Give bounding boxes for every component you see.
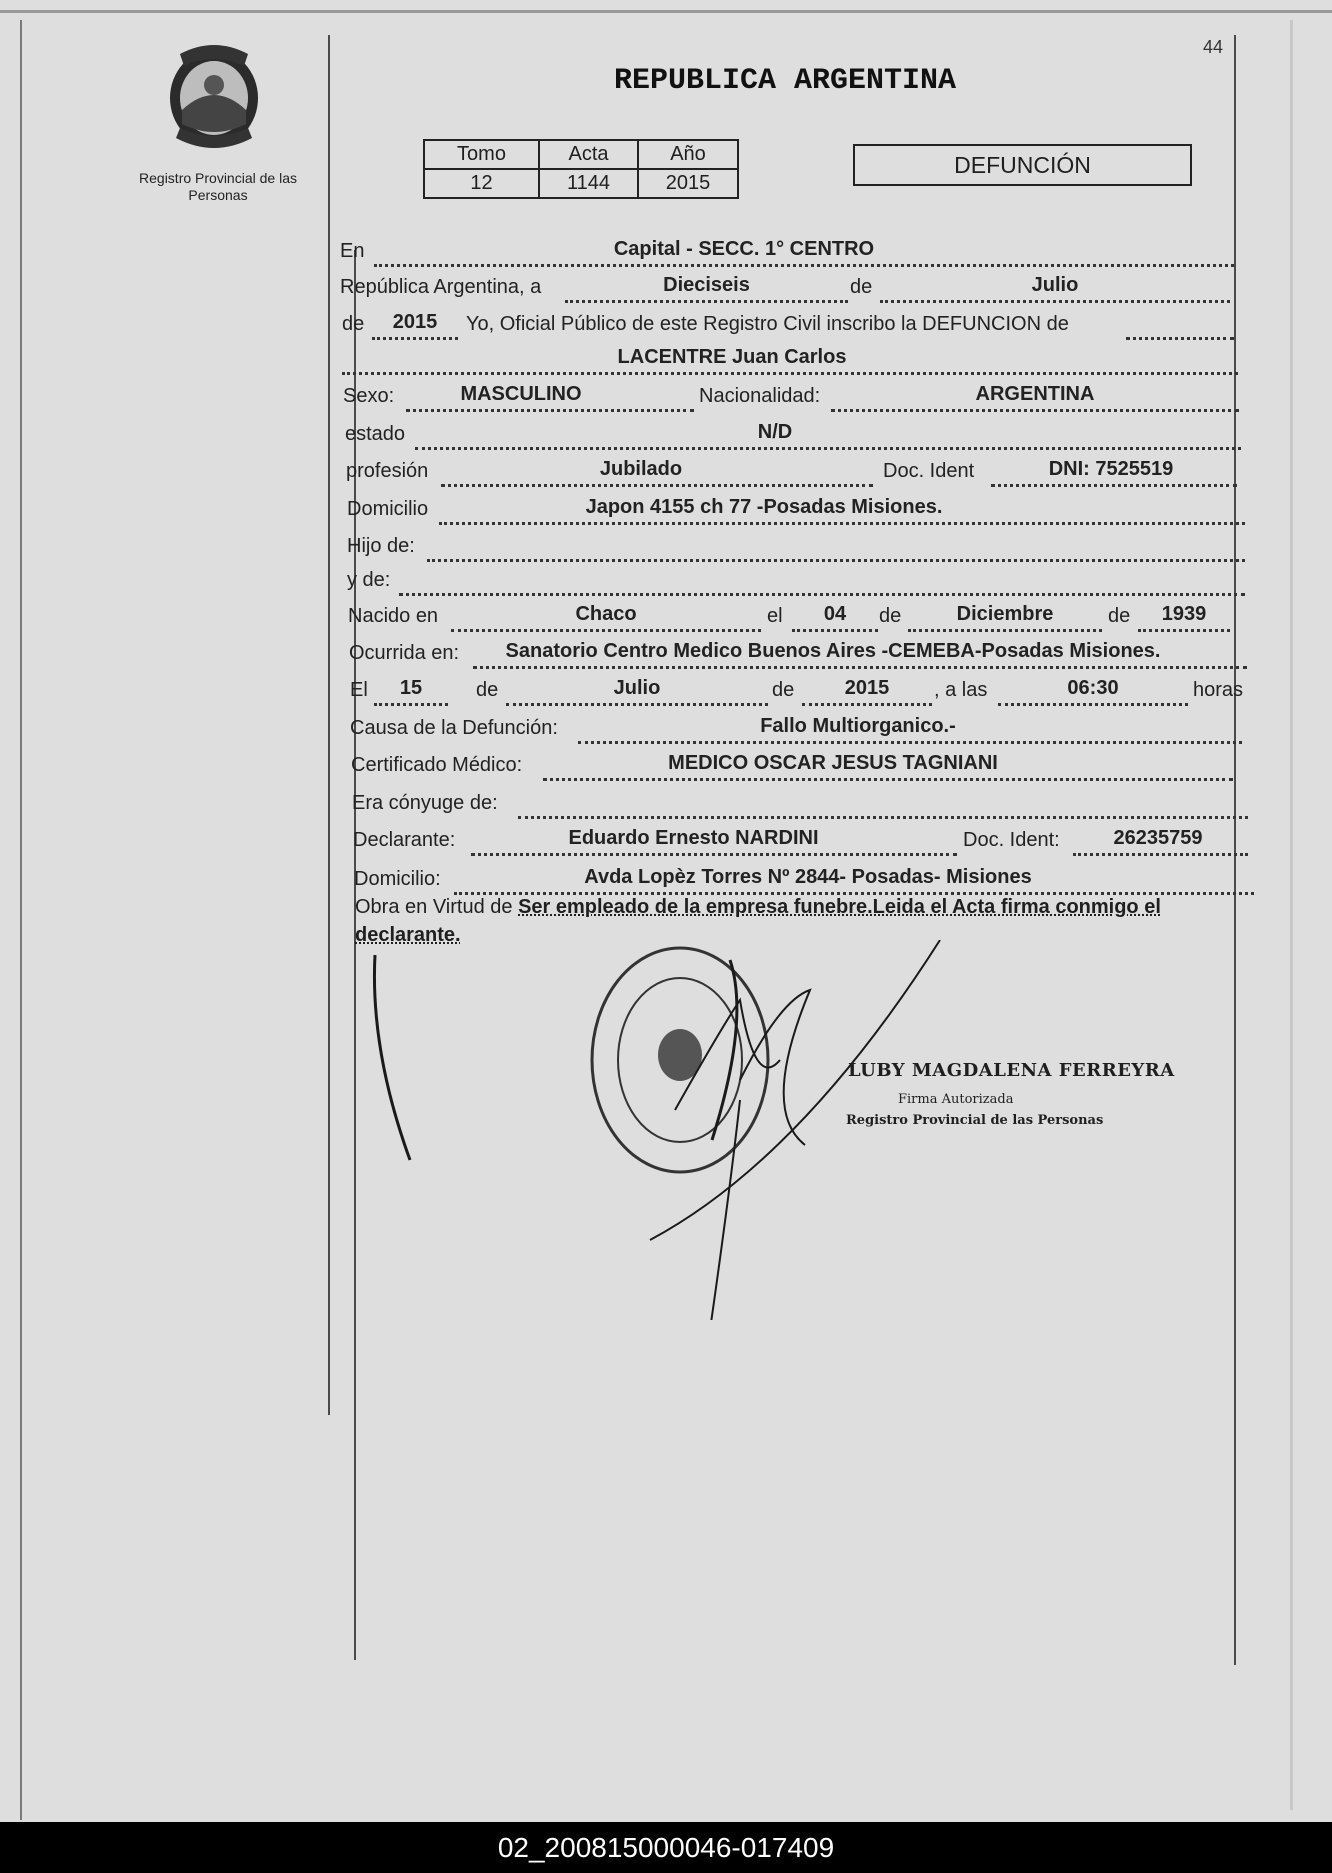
- row-ocurrida: [349, 642, 1249, 672]
- row-causa: [350, 717, 1250, 747]
- declarante-doc-label: Doc. Ident:: [963, 829, 1060, 851]
- logo-caption: Registro Provincial de las Personas: [139, 170, 297, 203]
- tomo-header: Tomo: [424, 140, 539, 169]
- province-coat-of-arms: [160, 40, 268, 160]
- footer-id: 02_200815000046-017409: [497, 1832, 835, 1863]
- causa-value: Fallo Multiorganico.-: [760, 715, 956, 737]
- certificado-value: MEDICO OSCAR JESUS TAGNIANI: [668, 752, 998, 774]
- sexo-label: Sexo:: [343, 385, 395, 407]
- deceased-name: LACENTRE Juan Carlos: [617, 346, 847, 368]
- page-right-edge: [1290, 20, 1293, 1810]
- sexo-value: MASCULINO: [460, 383, 582, 405]
- obra-label: Obra en Virtud de: [355, 896, 513, 918]
- ocurrida-label: Ocurrida en:: [349, 642, 460, 664]
- declarante-value: Eduardo Ernesto NARDINI: [568, 827, 819, 849]
- domicilio2-label: Domicilio:: [354, 868, 441, 890]
- death-time: 06:30: [1067, 677, 1119, 699]
- row-nacido: [348, 605, 1248, 635]
- nacido-day: 04: [823, 603, 847, 625]
- death-day: 15: [399, 677, 423, 699]
- nacido-month: Diciembre: [956, 603, 1054, 625]
- en-label: En: [340, 240, 365, 262]
- row-declarante: [353, 829, 1253, 859]
- nacido-year: 1939: [1161, 603, 1207, 625]
- row-death-date: [350, 679, 1250, 709]
- nacido-value: Chaco: [575, 603, 637, 625]
- en-value: Capital - SECC. 1° CENTRO: [613, 238, 875, 260]
- record-type-box: DEFUNCIÓN: [853, 144, 1192, 186]
- estado-label: estado: [345, 423, 406, 445]
- horas-label: horas: [1193, 679, 1244, 701]
- death-year: 2015: [844, 677, 890, 699]
- month-value: Julio: [1031, 274, 1079, 296]
- page-number: 44: [1203, 37, 1224, 57]
- estado-value: N/D: [757, 421, 793, 443]
- de1-label: de: [879, 605, 902, 627]
- row-domicilio: [347, 498, 1247, 528]
- nacionalidad-value: ARGENTINA: [975, 383, 1095, 405]
- row-conyuge: [352, 792, 1252, 822]
- doc-value: DNI: 7525519: [1048, 458, 1174, 480]
- de3-label: de: [476, 679, 499, 701]
- de4-label: de: [772, 679, 795, 701]
- row-sexo: [343, 385, 1243, 415]
- signer-role: Firma Autorizada: [898, 1092, 1014, 1107]
- tomo-value: 12: [424, 169, 539, 198]
- row-y-de: [347, 569, 1247, 599]
- profesion-value: Jubilado: [599, 458, 683, 480]
- row-republica: [340, 276, 1240, 306]
- y-de-line: [399, 569, 1245, 596]
- declarante-doc-value: 26235759: [1113, 827, 1203, 849]
- day-value: Dieciseis: [663, 274, 750, 296]
- causa-label: Causa de la Defunción:: [350, 717, 558, 739]
- left-page-edge: [20, 20, 22, 1820]
- registry-table: [423, 139, 739, 199]
- domicilio2-value: Avda Lopèz Torres Nº 2844- Posadas- Misiones: [584, 866, 1032, 888]
- year-prefix-label: de: [342, 313, 365, 335]
- El-label: El: [350, 679, 368, 701]
- inscribo-line: [1126, 313, 1234, 340]
- hijo-line: [427, 535, 1245, 562]
- certificado-label: Certificado Médico:: [351, 754, 523, 776]
- y-de-label: y de:: [347, 569, 391, 591]
- acta-header: Acta: [539, 140, 638, 169]
- row-certificado: [351, 754, 1251, 784]
- year-value: 2015: [392, 311, 438, 333]
- nacionalidad-label: Nacionalidad:: [699, 385, 821, 407]
- profesion-label: profesión: [346, 460, 429, 482]
- signer-name: LUBY MAGDALENA FERREYRA: [848, 1060, 1175, 1081]
- el-label: el: [767, 605, 783, 627]
- domicilio-label: Domicilio: [347, 498, 429, 520]
- alas-label: , a las: [934, 679, 988, 701]
- row-name: [342, 348, 1242, 378]
- death-month: Julio: [613, 677, 661, 699]
- row-profesion: [346, 460, 1246, 490]
- margin-rule: [328, 35, 330, 1415]
- ocurrida-value: Sanatorio Centro Medico Buenos Aires -CEMEBA-Posadas Misiones.: [505, 640, 1161, 662]
- conyuge-label: Era cónyuge de:: [352, 792, 498, 814]
- row-inscribo: [342, 313, 1242, 343]
- nacido-label: Nacido en: [348, 605, 439, 627]
- hijo-label: Hijo de:: [347, 535, 415, 557]
- official-stamp: [580, 940, 1120, 1320]
- domicilio-value: Japon 4155 ch 77 -Posadas Misiones.: [585, 496, 943, 518]
- conyuge-line: [518, 792, 1248, 819]
- obra-value: Ser empleado de la empresa funebre.Leida el Acta firma conmigo el declarante.: [355, 896, 1161, 946]
- declarant-signature-stroke: [360, 950, 420, 1170]
- page-top-edge: [0, 10, 1332, 13]
- anio-value: 2015: [638, 169, 738, 198]
- doc-label: Doc. Ident: [883, 460, 975, 482]
- row-hijo: [347, 535, 1247, 565]
- signer-office: Registro Provincial de las Personas: [846, 1113, 1104, 1128]
- acta-value: 1144: [539, 169, 638, 198]
- de2-label: de: [1108, 605, 1131, 627]
- inscribo-text: Yo, Oficial Público de este Registro Civil inscribo la DEFUNCION de: [466, 313, 1069, 335]
- row-en: [340, 240, 1240, 270]
- declarante-label: Declarante:: [353, 829, 456, 851]
- anio-header: Año: [638, 140, 738, 169]
- republica-label: República Argentina, a: [340, 276, 542, 298]
- page-title: REPUBLICA ARGENTINA: [613, 64, 957, 98]
- de-label: de: [850, 276, 873, 298]
- row-estado: [345, 423, 1245, 453]
